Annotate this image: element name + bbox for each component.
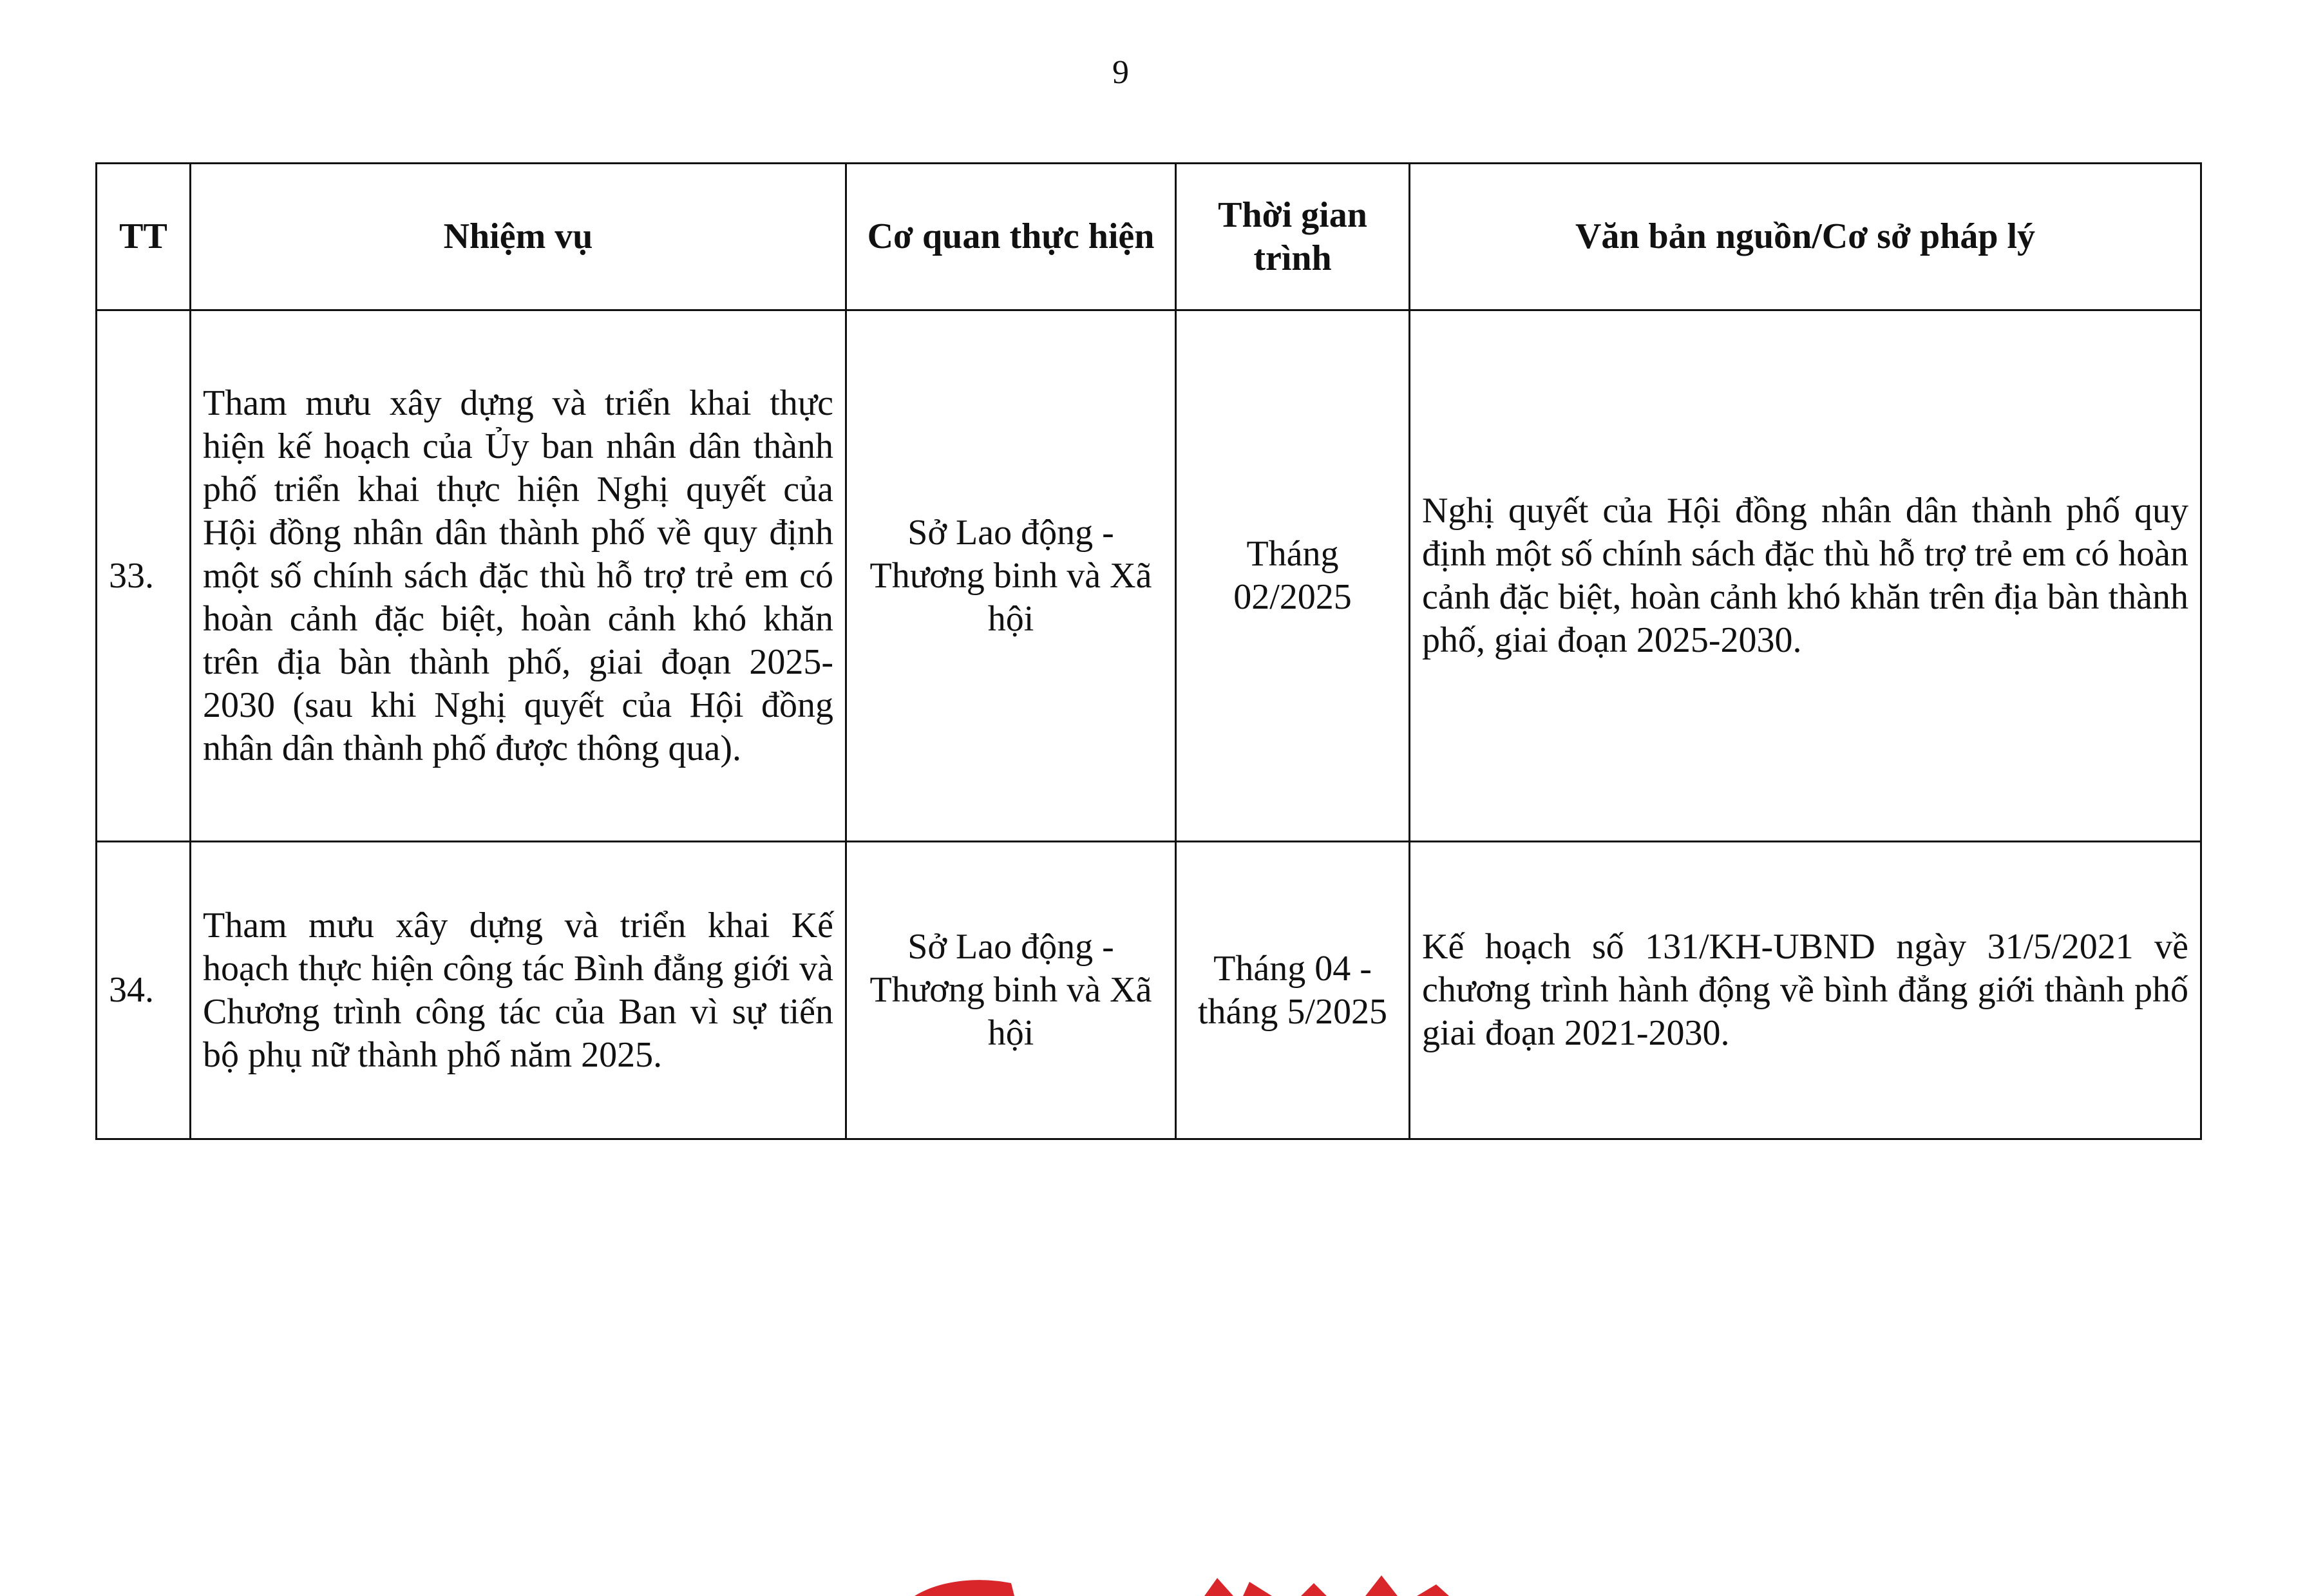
- stamp-mark-middle: [1204, 1578, 1272, 1596]
- red-stamp-fragment: [902, 1570, 1494, 1596]
- header-time: Thời gian trình: [1176, 164, 1410, 310]
- agency-cell: Sở Lao động - Thương binh và Xã hội: [846, 310, 1176, 842]
- time-cell: Tháng 02/2025: [1176, 310, 1410, 842]
- time-cell: Tháng 04 - tháng 5/2025: [1176, 842, 1410, 1139]
- agency-cell: Sở Lao động - Thương binh và Xã hội: [846, 842, 1176, 1139]
- task-table: [95, 162, 2202, 1140]
- header-task: Nhiệm vụ: [191, 164, 846, 310]
- row-number-cell: 34.: [97, 842, 191, 1139]
- table-header-row: [97, 164, 2201, 310]
- row-number-cell: 33.: [97, 310, 191, 842]
- task-cell: Tham mưu xây dựng và triển khai thực hiện kế hoạch của Ủy ban nhân dân thành phố triển khai thực hiện Nghị quyết của Hội đồng nhân dân thành phố về quy định một số chính sách đặc thù hỗ trợ trẻ em có hoàn cảnh đặc biệt, hoàn cảnh khó khăn trên địa bàn thành phố, giai đoạn 2025-2030 (sau khi Nghị quyết của Hội đồng nhân dân thành phố được thông qua).: [191, 310, 846, 842]
- task-cell: Tham mưu xây dựng và triển khai Kế hoạch thực hiện công tác Bình đẳng giới và Chương trình công tác của Ban vì sự tiến bộ phụ nữ thành phố năm 2025.: [191, 842, 846, 1139]
- header-legal: Văn bản nguồn/Cơ sở pháp lý: [1410, 164, 2201, 310]
- table-row: [97, 842, 2201, 1139]
- header-agency: Cơ quan thực hiện: [846, 164, 1176, 310]
- table-row: [97, 310, 2201, 842]
- stamp-mark-right: [1301, 1575, 1449, 1596]
- stamp-mark-left: [915, 1580, 1014, 1596]
- legal-basis-cell: Nghị quyết của Hội đồng nhân dân thành phố quy định một số chính sách đặc thù hỗ trợ trẻ em có hoàn cảnh đặc biệt, hoàn cảnh khó khăn trên địa bàn thành phố, giai đoạn 2025-2030.: [1410, 310, 2201, 842]
- page-number: 9: [1112, 54, 1129, 91]
- header-tt: TT: [97, 164, 191, 310]
- legal-basis-cell: Kế hoạch số 131/KH-UBND ngày 31/5/2021 về chương trình hành động về bình đẳng giới thành phố giai đoạn 2021-2030.: [1410, 842, 2201, 1139]
